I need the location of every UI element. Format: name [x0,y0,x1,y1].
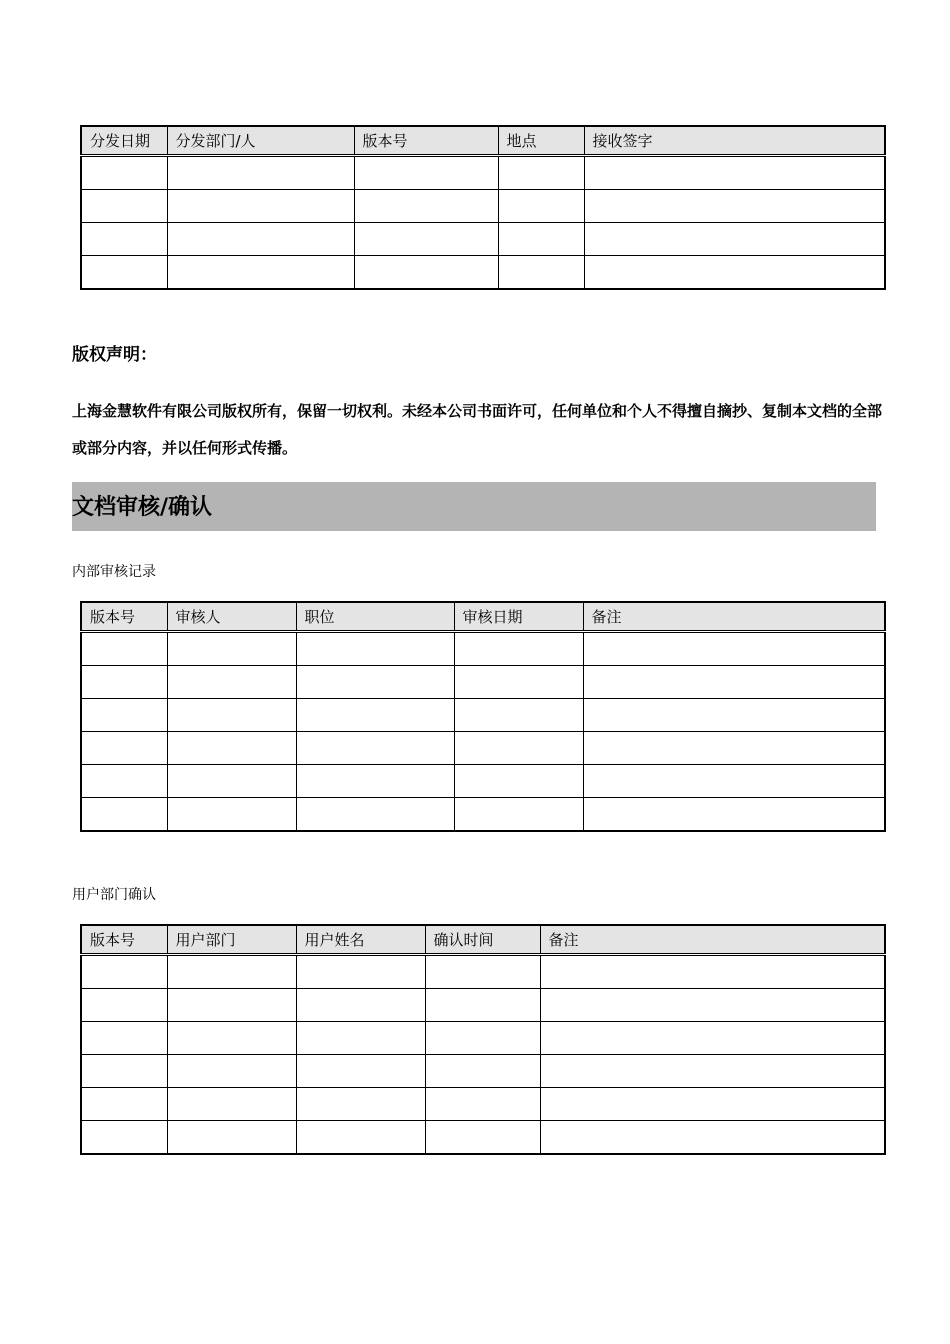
internal-review-label: 内部审核记录 [72,564,156,580]
table-cell [425,955,540,989]
table-cell [167,1055,296,1088]
table-cell [167,1022,296,1055]
header-distribution-dept: 分发部门/人 [167,126,354,156]
table-cell [296,732,454,765]
table-cell [584,156,885,190]
table-cell [454,632,583,666]
table-header-row [81,126,885,156]
table-cell [167,632,296,666]
table-cell [425,1088,540,1121]
table-cell [454,798,583,832]
table-row [81,666,885,699]
table-cell [583,798,885,832]
table-cell [425,1121,540,1155]
table-cell [296,1121,425,1155]
table-cell [167,699,296,732]
table-cell [498,156,584,190]
table-cell [583,632,885,666]
table-cell [296,1022,425,1055]
table-cell [167,989,296,1022]
table-cell [583,666,885,699]
table-cell [167,1088,296,1121]
table-cell [167,223,354,256]
table-cell [296,632,454,666]
header-remarks: 备注 [583,602,885,632]
table-cell [454,666,583,699]
table-cell [81,666,167,699]
table-cell [81,989,167,1022]
header-location: 地点 [498,126,584,156]
table-cell [81,190,167,223]
header-review-date: 审核日期 [454,602,583,632]
distribution-table [80,125,886,290]
table-cell [167,765,296,798]
table-cell [296,666,454,699]
table-cell [81,223,167,256]
table-cell [583,732,885,765]
table-cell [167,955,296,989]
table-row [81,1022,885,1055]
table-row [81,190,885,223]
table-cell [425,1022,540,1055]
table-cell [167,156,354,190]
table-row [81,256,885,290]
table-cell [454,765,583,798]
table-cell [81,1055,167,1088]
table-row [81,732,885,765]
table-cell [167,732,296,765]
header-user-dept: 用户部门 [167,925,296,955]
table-cell [296,989,425,1022]
table-cell [296,1055,425,1088]
table-cell [454,699,583,732]
table-cell [81,1121,167,1155]
copyright-title: 版权声明： [72,345,157,365]
table-cell [454,732,583,765]
table-cell [81,632,167,666]
table-cell [81,732,167,765]
table-cell [540,989,885,1022]
table-header-row [81,925,885,955]
table-row [81,798,885,832]
table-cell [540,955,885,989]
table-cell [296,1088,425,1121]
table-cell [81,156,167,190]
table-cell [81,798,167,832]
table-row [81,1088,885,1121]
table-row [81,955,885,989]
user-confirm-label: 用户部门确认 [72,887,156,903]
header-position: 职位 [296,602,454,632]
table-cell [81,256,167,290]
table-cell [81,955,167,989]
table-cell [167,190,354,223]
header-user-name: 用户姓名 [296,925,425,955]
table-cell [584,223,885,256]
table-cell [354,256,498,290]
table-row [81,1121,885,1155]
table-cell [81,1088,167,1121]
table-cell [167,256,354,290]
table-cell [583,699,885,732]
table-cell [296,699,454,732]
table-cell [354,156,498,190]
table-cell [167,666,296,699]
table-row [81,989,885,1022]
table-cell [425,1055,540,1088]
table-cell [498,190,584,223]
table-cell [81,765,167,798]
table-cell [425,989,540,1022]
header-version: 版本号 [81,602,167,632]
table-row [81,765,885,798]
header-version: 版本号 [354,126,498,156]
header-distribution-date: 分发日期 [81,126,167,156]
user-confirm-table [80,924,886,1155]
table-cell [167,1121,296,1155]
internal-review-table [80,601,886,832]
table-cell [498,223,584,256]
table-row [81,223,885,256]
table-cell [540,1022,885,1055]
table-row [81,632,885,666]
section-title: 文档审核/确认 [72,482,876,531]
header-receipt-signature: 接收签字 [584,126,885,156]
table-cell [296,955,425,989]
table-cell [167,798,296,832]
table-cell [584,256,885,290]
header-remarks: 备注 [540,925,885,955]
table-cell [296,798,454,832]
table-cell [81,1022,167,1055]
table-cell [540,1121,885,1155]
table-row [81,699,885,732]
table-cell [583,765,885,798]
table-cell [296,765,454,798]
copyright-text: 上海金慧软件有限公司版权所有，保留一切权利。未经本公司书面许可，任何单位和个人不得擅自摘抄、复制本文档的全部或部分内容，并以任何形式传播。 [72,402,883,457]
table-row [81,1055,885,1088]
table-cell [81,699,167,732]
table-cell [540,1055,885,1088]
table-cell [540,1088,885,1121]
table-row [81,156,885,190]
header-reviewer: 审核人 [167,602,296,632]
header-version: 版本号 [81,925,167,955]
table-cell [498,256,584,290]
table-cell [354,190,498,223]
header-confirm-time: 确认时间 [425,925,540,955]
table-cell [584,190,885,223]
table-cell [354,223,498,256]
table-header-row [81,602,885,632]
